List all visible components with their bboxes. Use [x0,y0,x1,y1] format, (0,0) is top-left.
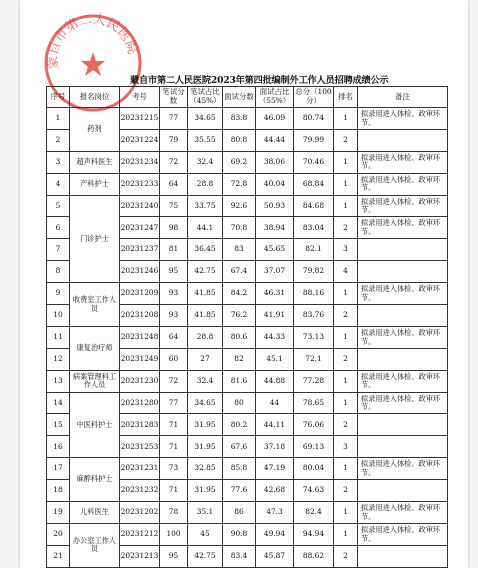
header-interview-pct: 面试占比（55%） [256,87,294,108]
cell-interview-pct: 37.18 [256,436,294,458]
table-row [47,108,448,130]
cell-rank: 1 [334,523,358,545]
cell-written-pct: 44.1 [188,217,223,239]
cell-exam-no: 20231213 [120,545,160,567]
cell-rank: 1 [334,195,358,217]
cell-written: 64 [160,326,188,348]
cell-written: 81 [160,239,188,261]
table-row [47,195,448,217]
cell-rank: 2 [334,129,358,151]
cell-rank: 2 [334,305,358,327]
cell-total: 73.13 [294,326,334,348]
cell-written: 95 [160,261,188,283]
table-row [47,502,448,524]
cell-interview-pct: 44.33 [256,326,294,348]
cell-exam-no: 20231280 [120,392,160,414]
cell-interview: 67.6 [223,436,256,458]
cell-total: 88.62 [294,545,334,567]
cell-seq: 18 [47,480,70,502]
cell-note [358,239,448,261]
cell-written-pct: 42.75 [188,545,223,567]
cell-total: 79.99 [294,129,334,151]
results-table [46,86,448,568]
cell-written-pct: 41.85 [188,283,223,305]
cell-position: 门诊护士 [70,195,120,283]
table-row [47,392,448,414]
cell-seq: 9 [47,283,70,305]
cell-interview-pct: 45.65 [256,239,294,261]
cell-rank: 1 [334,283,358,305]
cell-note [358,436,448,458]
cell-total: 79.82 [294,261,334,283]
cell-note [358,414,448,436]
cell-seq: 15 [47,414,70,436]
cell-rank: 2 [334,348,358,370]
cell-interview: 77.6 [223,480,256,502]
cell-exam-no: 20231208 [120,305,160,327]
cell-interview-pct: 42.68 [256,480,294,502]
document-page [20,0,468,568]
cell-written-pct: 34.65 [188,392,223,414]
cell-written: 72 [160,370,188,392]
table-row [47,326,448,348]
cell-seq: 5 [47,195,70,217]
cell-written-pct: 45 [188,523,223,545]
header-rank: 排名 [334,87,358,108]
table-body [47,108,448,568]
cell-interview: 80.2 [223,414,256,436]
cell-seq: 10 [47,305,70,327]
cell-total: 70.46 [294,151,334,173]
cell-exam-no: 20231247 [120,217,160,239]
cell-rank: 4 [334,261,358,283]
cell-rank: 2 [334,217,358,239]
cell-seq: 14 [47,392,70,414]
cell-exam-no: 20231234 [120,151,160,173]
header-note: 备注 [358,87,448,108]
cell-written-pct: 31.95 [188,414,223,436]
cell-seq: 6 [47,217,70,239]
cell-written-pct: 31.95 [188,480,223,502]
cell-note: 拟录用进入体检、政审环节。 [358,108,448,130]
cell-written: 71 [160,414,188,436]
cell-written: 100 [160,523,188,545]
cell-rank: 3 [334,436,358,458]
cell-interview: 76.2 [223,305,256,327]
cell-written-pct: 34.65 [188,108,223,130]
cell-seq: 2 [47,129,70,151]
cell-total: 83.76 [294,305,334,327]
cell-note: 拟录用进入体检、政审环节。 [358,326,448,348]
cell-written-pct: 28.8 [188,173,223,195]
cell-interview-pct: 44.44 [256,129,294,151]
cell-total: 77.28 [294,370,334,392]
cell-exam-no: 20231232 [120,480,160,502]
cell-exam-no: 20231212 [120,523,160,545]
cell-seq: 3 [47,151,70,173]
header-seq: 序号 [47,87,70,108]
cell-seq: 20 [47,523,70,545]
cell-interview-pct: 40.04 [256,173,294,195]
cell-interview: 80.6 [223,326,256,348]
cell-seq: 12 [47,348,70,370]
cell-position: 中医科护士 [70,392,120,458]
cell-exam-no: 20231224 [120,129,160,151]
cell-position: 超声科医生 [70,151,120,173]
cell-written: 71 [160,480,188,502]
cell-note [358,348,448,370]
cell-interview: 83.4 [223,545,256,567]
cell-seq: 19 [47,502,70,524]
cell-rank: 1 [334,370,358,392]
cell-written: 78 [160,502,188,524]
cell-position: 办公室工作人员 [70,523,120,567]
table-row [47,458,448,480]
cell-position: 病案管理科工作人员 [70,370,120,392]
cell-seq: 1 [47,108,70,130]
document-title: 蒙自市第二人民医院2023年第四批编制外工作人员招聘成绩公示 [130,75,389,86]
table-row [47,173,448,195]
cell-interview-pct: 47.3 [256,502,294,524]
cell-interview-pct: 49.94 [256,523,294,545]
cell-exam-no: 20231249 [120,348,160,370]
cell-total: 88.16 [294,283,334,305]
cell-interview: 69.2 [223,151,256,173]
cell-rank: 1 [334,392,358,414]
cell-seq: 4 [47,173,70,195]
cell-seq: 8 [47,261,70,283]
cell-note: 拟录用进入体检、政审环节。 [358,283,448,305]
header-written-pct: 笔试占比（45%） [188,87,223,108]
cell-seq: 17 [47,458,70,480]
cell-interview: 83.8 [223,108,256,130]
cell-exam-no: 20231215 [120,108,160,130]
cell-written-pct: 41.85 [188,305,223,327]
cell-seq: 7 [47,239,70,261]
cell-total: 69.13 [294,436,334,458]
cell-rank: 1 [334,173,358,195]
cell-note: 拟录用进入体检、政审环节。 [358,502,448,524]
cell-interview: 80 [223,392,256,414]
cell-total: 78.65 [294,392,334,414]
cell-total: 80.04 [294,458,334,480]
cell-interview: 81.6 [223,370,256,392]
cell-note: 拟录用进入体检、政审环节。 [358,151,448,173]
cell-note: 拟录用进入体检、政审环节。 [358,523,448,545]
cell-written: 75 [160,195,188,217]
cell-written: 72 [160,151,188,173]
cell-written-pct: 32.85 [188,458,223,480]
cell-interview: 67.4 [223,261,256,283]
cell-written: 98 [160,217,188,239]
cell-position: 药剂 [70,108,120,152]
cell-note: 拟录用进入体检、政审环节。 [358,458,448,480]
cell-seq: 13 [47,370,70,392]
cell-total: 74.63 [294,480,334,502]
cell-exam-no: 20231202 [120,502,160,524]
cell-rank: 3 [334,239,358,261]
cell-seq: 11 [47,326,70,348]
cell-rank: 1 [334,151,358,173]
cell-seq: 16 [47,436,70,458]
cell-total: 68.84 [294,173,334,195]
cell-position: 麻醉科护士 [70,458,120,502]
cell-interview-pct: 50.93 [256,195,294,217]
cell-total: 82.1 [294,239,334,261]
cell-interview: 80.8 [223,129,256,151]
cell-interview: 92.6 [223,195,256,217]
cell-note: 拟录用进入体检、政审环节。 [358,217,448,239]
cell-written-pct: 35.1 [188,502,223,524]
table-row [47,523,448,545]
cell-total: 83.04 [294,217,334,239]
cell-interview: 83 [223,239,256,261]
cell-written: 77 [160,392,188,414]
header-total: 总分（100分） [294,87,334,108]
cell-written-pct: 28.8 [188,326,223,348]
cell-written: 77 [160,108,188,130]
cell-interview: 82 [223,348,256,370]
cell-interview-pct: 37.07 [256,261,294,283]
table-row [47,370,448,392]
cell-written: 73 [160,458,188,480]
cell-interview-pct: 46.09 [256,108,294,130]
cell-exam-no: 20231231 [120,458,160,480]
cell-written: 71 [160,436,188,458]
cell-written-pct: 35.55 [188,129,223,151]
cell-exam-no: 20231253 [120,436,160,458]
cell-note: 拟录用进入体检、政审环节。 [358,173,448,195]
cell-note [358,261,448,283]
cell-written: 93 [160,305,188,327]
cell-written-pct: 42.75 [188,261,223,283]
cell-interview: 84.2 [223,283,256,305]
header-written: 笔试分数 [160,87,188,108]
table-row [47,151,448,173]
cell-note [358,129,448,151]
cell-interview: 85.8 [223,458,256,480]
cell-interview-pct: 41.91 [256,305,294,327]
svg-text:蒙自市第二人民医院: 蒙自市第二人民医院 [45,12,140,70]
cell-written-pct: 31.95 [188,436,223,458]
cell-total: 76.06 [294,414,334,436]
cell-written: 64 [160,173,188,195]
cell-written: 79 [160,129,188,151]
cell-interview-pct: 45.87 [256,545,294,567]
cell-interview: 90.8 [223,523,256,545]
cell-seq: 21 [47,545,70,567]
cell-interview-pct: 46.31 [256,283,294,305]
cell-written-pct: 32.4 [188,151,223,173]
cell-rank: 1 [334,502,358,524]
cell-exam-no: 20231209 [120,283,160,305]
cell-exam-no: 20231248 [120,326,160,348]
cell-rank: 1 [334,326,358,348]
cell-note [358,305,448,327]
cell-exam-no: 20231230 [120,370,160,392]
cell-exam-no: 20231237 [120,239,160,261]
cell-total: 80.74 [294,108,334,130]
cell-interview: 70.8 [223,217,256,239]
cell-position: 康复治疗师 [70,326,120,370]
cell-rank: 1 [334,458,358,480]
cell-position: 产科护士 [70,173,120,195]
header-exam-no: 考号 [120,87,160,108]
cell-position: 儿科医生 [70,502,120,524]
cell-written-pct: 36.45 [188,239,223,261]
cell-exam-no: 20231233 [120,173,160,195]
cell-interview-pct: 44.11 [256,414,294,436]
cell-rank: 1 [334,108,358,130]
cell-written-pct: 32.4 [188,370,223,392]
cell-note: 拟录用进入体检、政审环节。 [358,370,448,392]
cell-total: 82.4 [294,502,334,524]
header-position: 报名岗位 [70,87,120,108]
cell-total: 72.1 [294,348,334,370]
cell-total: 84.68 [294,195,334,217]
cell-rank: 2 [334,480,358,502]
cell-exam-no: 20231246 [120,261,160,283]
cell-rank: 2 [334,545,358,567]
cell-written-pct: 33.75 [188,195,223,217]
cell-written-pct: 27 [188,348,223,370]
cell-note [358,545,448,567]
header-row [47,87,448,108]
cell-position: 收费室工作人员 [70,283,120,327]
cell-written: 60 [160,348,188,370]
cell-interview-pct: 38.06 [256,151,294,173]
cell-note [358,480,448,502]
cell-rank: 2 [334,414,358,436]
cell-note: 拟录用进入体检、政审环节。 [358,392,448,414]
cell-total: 94.94 [294,523,334,545]
cell-written: 95 [160,545,188,567]
cell-exam-no: 20231283 [120,414,160,436]
header-interview: 面试分数 [223,87,256,108]
cell-note: 拟录用进入体检、政审环节。 [358,195,448,217]
cell-interview-pct: 47.19 [256,458,294,480]
cell-interview-pct: 38.94 [256,217,294,239]
cell-interview-pct: 44 [256,392,294,414]
cell-written: 93 [160,283,188,305]
table-row [47,283,448,305]
cell-interview: 86 [223,502,256,524]
cell-interview-pct: 44.88 [256,370,294,392]
cell-interview: 72.8 [223,173,256,195]
cell-exam-no: 20231240 [120,195,160,217]
cell-interview-pct: 45.1 [256,348,294,370]
